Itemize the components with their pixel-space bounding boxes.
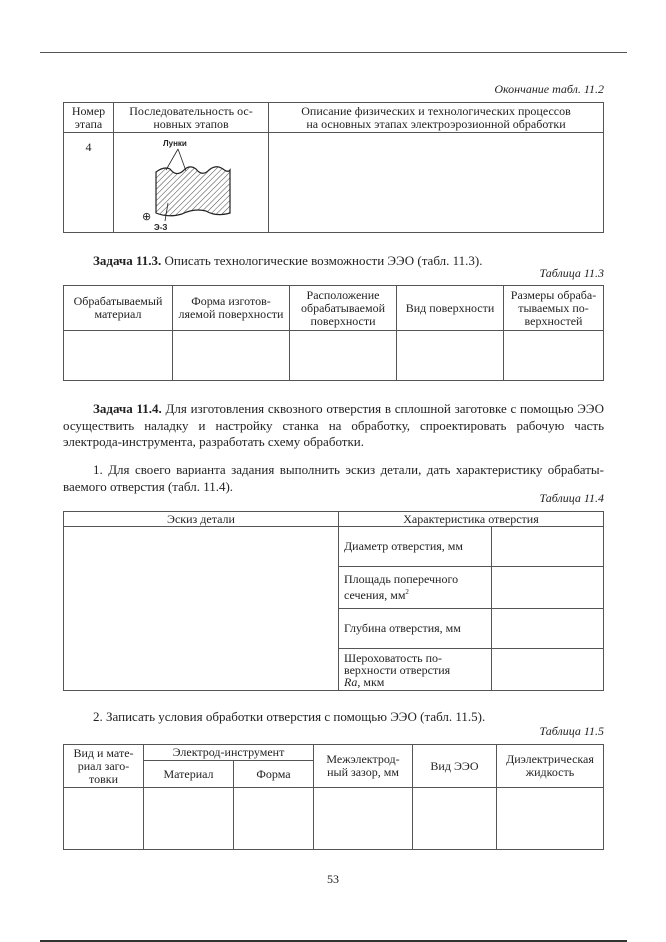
sketch-area xyxy=(64,527,339,691)
header-cell xyxy=(173,286,290,331)
row-label xyxy=(339,567,492,609)
label-text: верхности отверстия xyxy=(344,662,451,677)
table-cell xyxy=(234,788,314,850)
header-cell: Эскиз детали xyxy=(64,512,339,527)
table-row xyxy=(64,331,604,381)
table-cell xyxy=(144,788,234,850)
table-row xyxy=(64,133,604,233)
header-group-cell: Электрод-инструмент xyxy=(144,745,314,761)
row-value xyxy=(492,527,604,567)
header-cell xyxy=(290,286,397,331)
header-cell xyxy=(397,286,504,331)
header-text: товки xyxy=(88,771,118,786)
table-11-4 xyxy=(63,511,604,691)
header-cell xyxy=(269,103,604,133)
table-cell xyxy=(64,331,173,381)
row-label: Диаметр отверстия, мм xyxy=(339,527,492,567)
table-cell xyxy=(497,788,604,850)
header-text: Номер xyxy=(71,103,106,118)
header-text: этапа xyxy=(74,116,103,131)
stage-figure-cell xyxy=(114,133,269,233)
table-11-5-caption: Таблица 11.5 xyxy=(539,724,604,738)
table-cell xyxy=(314,788,413,850)
craters-label: Лунки xyxy=(163,139,187,148)
task-text: Для изготовления сквозного отверстия в сплошной заготовке с помощью ЭЭО осуществить наладку и настройку станка на обработку, спроектировать рабочую часть электрода-инструмента, разработать схему обработки. xyxy=(63,401,604,449)
footer-rule xyxy=(40,940,627,942)
task-text: Описать технологические возможности ЭЭО (табл. 11.3). xyxy=(161,253,483,268)
label-text: , мкм xyxy=(357,674,385,689)
table-11-3 xyxy=(63,285,604,381)
electroerosion-craters-diagram xyxy=(116,133,266,232)
header-text: Форма изготов- xyxy=(191,294,271,308)
header-text: поверхности xyxy=(310,313,376,328)
label-text: Шероховатость по- xyxy=(344,650,443,665)
table-11-3-caption: Таблица 11.3 xyxy=(539,266,604,280)
superscript: 2 xyxy=(405,588,409,596)
header-text: Последовательность ос- xyxy=(129,103,253,118)
description-cell xyxy=(269,133,604,233)
header-text: Диэлектрическая xyxy=(506,752,594,766)
header-text: ный зазор, мм xyxy=(327,765,399,779)
header-text: ляемой поверхности xyxy=(178,307,284,321)
electrode-workpiece-label: Э-З xyxy=(154,223,168,232)
table-cell xyxy=(290,331,397,381)
header-text: Вид поверхности xyxy=(405,300,495,315)
table-cell xyxy=(413,788,497,850)
header-cell xyxy=(64,286,173,331)
task-11-4-step-2: 2. Записать условия обработки отверстия с помощью ЭЭО (табл. 11.5). xyxy=(93,709,486,724)
table-11-2 xyxy=(63,102,604,233)
task-title: Задача 11.3. xyxy=(93,253,162,268)
table-row xyxy=(64,788,604,850)
row-value xyxy=(492,567,604,609)
header-text: материал xyxy=(94,307,142,321)
header-text: Размеры обраба- xyxy=(510,287,597,302)
task-11-3 xyxy=(93,253,613,270)
stage-number: 4 xyxy=(64,133,114,233)
table-11-5 xyxy=(63,744,604,850)
header-text: риал заго- xyxy=(77,758,130,773)
table-cell xyxy=(64,788,144,850)
header-cell xyxy=(64,103,114,133)
label-text: Площадь поперечного xyxy=(344,572,459,586)
header-subcell: Материал xyxy=(144,761,234,788)
page-number: 53 xyxy=(327,872,339,886)
label-text: сечения, мм xyxy=(344,588,406,602)
table-row xyxy=(64,527,604,567)
header-cell: Вид ЭЭО xyxy=(413,745,497,788)
table-cell xyxy=(504,331,604,381)
header-cell xyxy=(114,103,269,133)
task-11-4 xyxy=(63,401,604,451)
header-cell xyxy=(497,745,604,788)
task-11-4-step-1: 1. Для своего варианта задания выполнить эскиз детали, дать характеристику обрабаты-ваемого отверстия (табл. 11.4). xyxy=(63,462,604,494)
table-11-2-caption: Окончание табл. 11.2 xyxy=(494,82,604,96)
header-text: Межэлектрод- xyxy=(326,752,400,766)
row-value xyxy=(492,609,604,649)
header-rule xyxy=(40,52,627,53)
header-text: Вид и мате- xyxy=(73,745,134,760)
table-cell xyxy=(173,331,290,381)
table-11-4-caption: Таблица 11.4 xyxy=(539,491,604,505)
header-text: тываемых по- xyxy=(518,300,589,315)
row-label xyxy=(339,649,492,691)
task-title: Задача 11.4. xyxy=(93,401,162,416)
row-label: Глубина отверстия, мм xyxy=(339,609,492,649)
header-text: Описание физических и технологических процессов xyxy=(301,103,571,118)
header-text: Обрабатываемый xyxy=(73,294,163,308)
header-cell xyxy=(64,745,144,788)
header-subcell: Форма xyxy=(234,761,314,788)
header-text: новных этапов xyxy=(153,116,229,131)
label-text: Ra xyxy=(344,674,358,689)
positive-polarity-icon: ⊕ xyxy=(142,210,152,223)
table-cell xyxy=(397,331,504,381)
header-text: Расположение xyxy=(306,287,380,302)
header-text: верхностей xyxy=(524,313,583,328)
header-text: жидкость xyxy=(525,765,575,779)
row-value xyxy=(492,649,604,691)
header-text: обрабатываемой xyxy=(300,300,386,315)
header-cell: Характеристика отверстия xyxy=(339,512,604,527)
header-cell xyxy=(504,286,604,331)
header-text: на основных этапах электроэрозионной обработки xyxy=(306,116,566,131)
header-cell xyxy=(314,745,413,788)
